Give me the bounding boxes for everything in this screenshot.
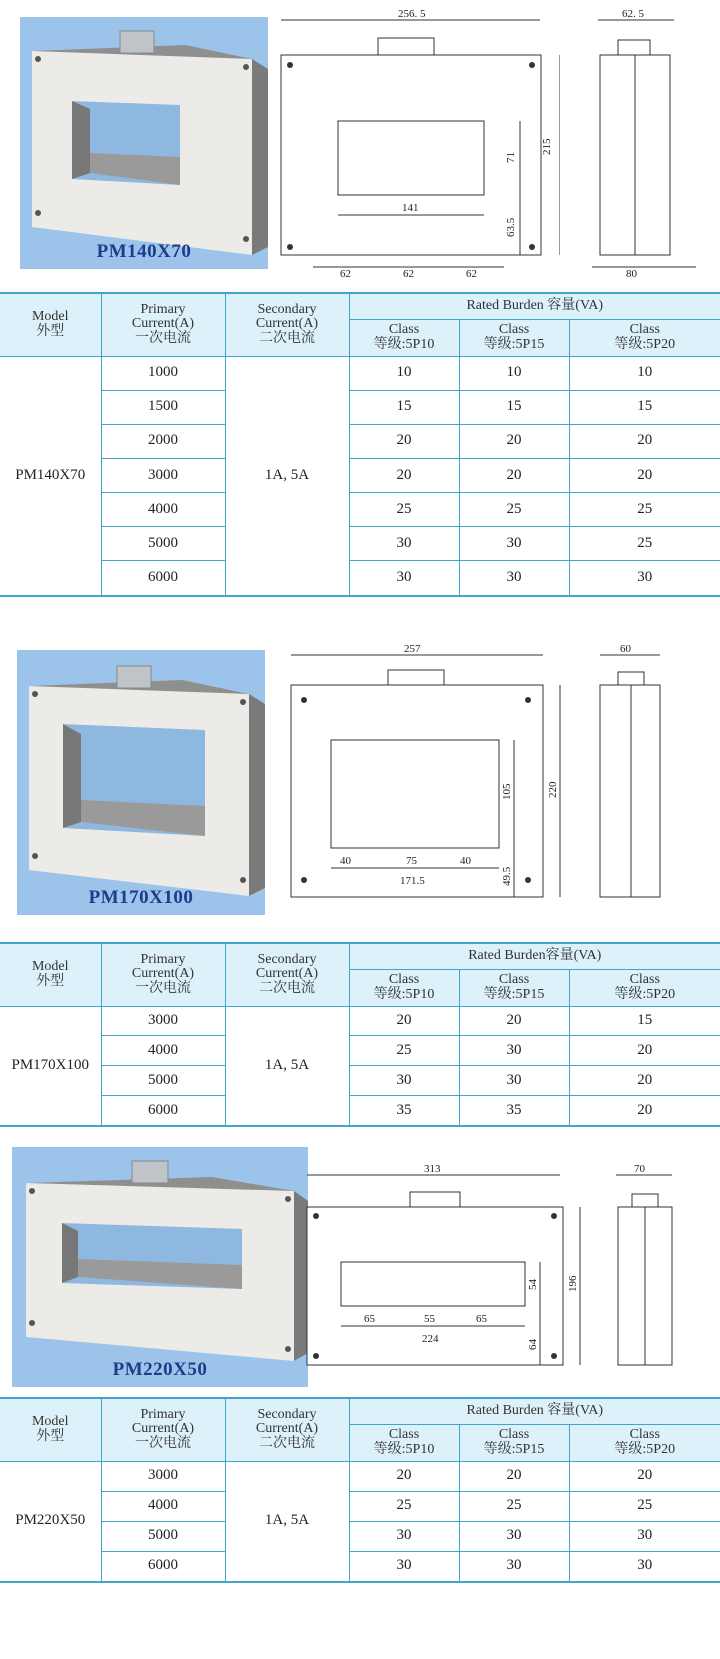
header-model: Model 外型: [0, 293, 101, 356]
burden-5p20-cell: 20: [569, 1066, 720, 1096]
burden-5p15-cell: 25: [459, 493, 569, 527]
table-row: [0, 1491, 720, 1521]
table-row: [0, 1006, 720, 1036]
burden-5p10-cell: 30: [349, 527, 459, 561]
burden-5p20-cell: 15: [569, 390, 720, 424]
dim-window-width: 224: [422, 1333, 439, 1345]
burden-5p20-cell: 20: [569, 1036, 720, 1066]
dim-bottom: 63.5: [505, 217, 517, 237]
secondary-cell: 1A, 5A: [225, 1461, 349, 1582]
burden-5p15-cell: 35: [459, 1095, 569, 1126]
header-class-5p10: Class 等级:5P10: [349, 969, 459, 1006]
model-cell: PM140X70: [0, 356, 101, 596]
dim-side-width: 62. 5: [622, 8, 644, 20]
table-row: [0, 458, 720, 492]
primary-cell: 4000: [101, 1491, 225, 1521]
table-row: [0, 390, 720, 424]
header-model: Model 外型: [0, 943, 101, 1006]
table-row: [0, 527, 720, 561]
burden-5p15-cell: 20: [459, 1461, 569, 1491]
burden-5p20-cell: 25: [569, 1491, 720, 1521]
primary-cell: 6000: [101, 561, 225, 596]
dim-bottom: 49.5: [501, 866, 513, 886]
header-class-5p20: Class 等级:5P20: [569, 319, 720, 356]
dim-width: 256. 5: [398, 8, 426, 20]
burden-5p20-cell: 30: [569, 1551, 720, 1582]
dim-spacing-2: 75: [406, 855, 417, 867]
table-row: [0, 1036, 720, 1066]
dim-bottom: 64: [527, 1339, 539, 1350]
table-row: [0, 1551, 720, 1582]
front-dimension-drawing-pm170x100: [288, 640, 578, 910]
burden-5p15-cell: 15: [459, 390, 569, 424]
header-rated-burden: Rated Burden 容量(VA): [349, 1398, 720, 1424]
dim-side-width: 70: [634, 1163, 645, 1175]
table-row: [0, 1521, 720, 1551]
burden-5p15-cell: 30: [459, 561, 569, 596]
burden-5p10-cell: 35: [349, 1095, 459, 1126]
header-primary-current: Primary Current(A) 一次电流: [101, 1398, 225, 1461]
table-row: [0, 424, 720, 458]
secondary-cell: 1A, 5A: [225, 356, 349, 596]
table-row: [0, 1461, 720, 1491]
burden-5p15-cell: 20: [459, 424, 569, 458]
dim-height: 196: [567, 1275, 579, 1292]
side-dimension-drawing-pm220x50: [612, 1160, 702, 1368]
primary-cell: 4000: [101, 1036, 225, 1066]
secondary-cell: 1A, 5A: [225, 1006, 349, 1126]
dim-spacing-2: 55: [424, 1313, 435, 1325]
primary-cell: 3000: [101, 1461, 225, 1491]
dim-width: 257: [404, 643, 421, 655]
burden-5p20-cell: 15: [569, 1006, 720, 1036]
table-row: [0, 493, 720, 527]
burden-5p10-cell: 25: [349, 1036, 459, 1066]
spec-table-pm170x100: [0, 942, 720, 1127]
dim-height: 215: [541, 138, 553, 155]
primary-cell: 1000: [101, 356, 225, 390]
header-secondary-current: Secondary Current(A) 二次电流: [225, 1398, 349, 1461]
dim-side-width: 60: [620, 643, 631, 655]
burden-5p10-cell: 20: [349, 1461, 459, 1491]
burden-5p15-cell: 10: [459, 356, 569, 390]
table-row: [0, 356, 720, 390]
product-photo-pm140x70: [20, 17, 268, 269]
burden-5p15-cell: 30: [459, 1036, 569, 1066]
dim-window-width: 141: [402, 202, 419, 214]
spec-table-pm220x50: [0, 1397, 720, 1583]
dim-spacing-3: 65: [476, 1313, 487, 1325]
dim-width: 313: [424, 1163, 441, 1175]
burden-5p10-cell: 25: [349, 1491, 459, 1521]
dim-spacing-1: 62: [340, 268, 351, 280]
burden-5p15-cell: 20: [459, 1006, 569, 1036]
header-class-5p10: Class 等级:5P10: [349, 1424, 459, 1461]
dim-spacing-2: 62: [403, 268, 414, 280]
burden-5p20-cell: 30: [569, 1521, 720, 1551]
burden-5p15-cell: 25: [459, 1491, 569, 1521]
burden-5p15-cell: 30: [459, 1521, 569, 1551]
burden-5p20-cell: 20: [569, 1461, 720, 1491]
dim-spacing-3: 62: [466, 268, 477, 280]
primary-cell: 3000: [101, 458, 225, 492]
side-dimension-drawing-pm170x100: [594, 640, 704, 910]
header-secondary-current: Secondary Current(A) 二次电流: [225, 943, 349, 1006]
header-primary-current: Primary Current(A) 一次电流: [101, 293, 225, 356]
header-secondary-current: Secondary Current(A) 二次电流: [225, 293, 349, 356]
dim-window-width: 171.5: [400, 875, 425, 887]
front-dimension-drawing-pm220x50: [304, 1160, 600, 1368]
header-class-5p15: Class 等级:5P15: [459, 319, 569, 356]
product-photo-pm170x100: [17, 650, 265, 915]
burden-5p10-cell: 20: [349, 458, 459, 492]
burden-5p20-cell: 30: [569, 561, 720, 596]
header-rated-burden: Rated Burden 容量(VA): [349, 293, 720, 319]
primary-cell: 1500: [101, 390, 225, 424]
model-caption: PM170X100: [88, 887, 194, 908]
burden-5p20-cell: 25: [569, 527, 720, 561]
dim-spacing-3: 40: [460, 855, 471, 867]
primary-cell: 3000: [101, 1006, 225, 1036]
dim-window-height: 105: [501, 783, 513, 800]
burden-5p10-cell: 10: [349, 356, 459, 390]
side-dimension-drawing-pm140x70: [592, 5, 712, 280]
header-class-5p20: Class 等级:5P20: [569, 969, 720, 1006]
dim-window-height: 54: [527, 1279, 539, 1290]
model-caption: PM140X70: [96, 241, 192, 262]
front-dimension-drawing-pm140x70: [278, 5, 560, 280]
primary-cell: 6000: [101, 1095, 225, 1126]
burden-5p20-cell: 20: [569, 458, 720, 492]
burden-5p10-cell: 20: [349, 1006, 459, 1036]
product-photo-pm220x50: [12, 1147, 308, 1387]
burden-5p10-cell: 30: [349, 1521, 459, 1551]
primary-cell: 5000: [101, 1521, 225, 1551]
burden-5p20-cell: 10: [569, 356, 720, 390]
header-model: Model 外型: [0, 1398, 101, 1461]
primary-cell: 6000: [101, 1551, 225, 1582]
burden-5p15-cell: 30: [459, 527, 569, 561]
table-row: [0, 561, 720, 596]
burden-5p10-cell: 30: [349, 561, 459, 596]
model-cell: PM220X50: [0, 1461, 101, 1582]
burden-5p20-cell: 20: [569, 1095, 720, 1126]
burden-5p10-cell: 20: [349, 424, 459, 458]
primary-cell: 5000: [101, 527, 225, 561]
header-class-5p10: Class 等级:5P10: [349, 319, 459, 356]
burden-5p10-cell: 25: [349, 493, 459, 527]
burden-5p10-cell: 30: [349, 1551, 459, 1582]
dim-spacing-1: 65: [364, 1313, 375, 1325]
burden-5p15-cell: 30: [459, 1066, 569, 1096]
header-primary-current: Primary Current(A) 一次电流: [101, 943, 225, 1006]
model-cell: PM170X100: [0, 1006, 101, 1126]
model-caption: PM220X50: [112, 1359, 208, 1380]
primary-cell: 4000: [101, 493, 225, 527]
dim-window-height: 71: [505, 152, 517, 163]
burden-5p10-cell: 30: [349, 1066, 459, 1096]
spec-table-pm140x70: [0, 292, 720, 597]
header-class-5p15: Class 等级:5P15: [459, 1424, 569, 1461]
burden-5p10-cell: 15: [349, 390, 459, 424]
burden-5p15-cell: 30: [459, 1551, 569, 1582]
header-class-5p15: Class 等级:5P15: [459, 969, 569, 1006]
burden-5p15-cell: 20: [459, 458, 569, 492]
primary-cell: 2000: [101, 424, 225, 458]
primary-cell: 5000: [101, 1066, 225, 1096]
dim-spacing-1: 40: [340, 855, 351, 867]
table-row: [0, 1066, 720, 1096]
dim-base: 80: [626, 268, 637, 280]
header-rated-burden: Rated Burden容量(VA): [349, 943, 720, 969]
burden-5p20-cell: 25: [569, 493, 720, 527]
table-row: [0, 1095, 720, 1126]
dim-height: 220: [547, 781, 559, 798]
burden-5p20-cell: 20: [569, 424, 720, 458]
header-class-5p20: Class 等级:5P20: [569, 1424, 720, 1461]
